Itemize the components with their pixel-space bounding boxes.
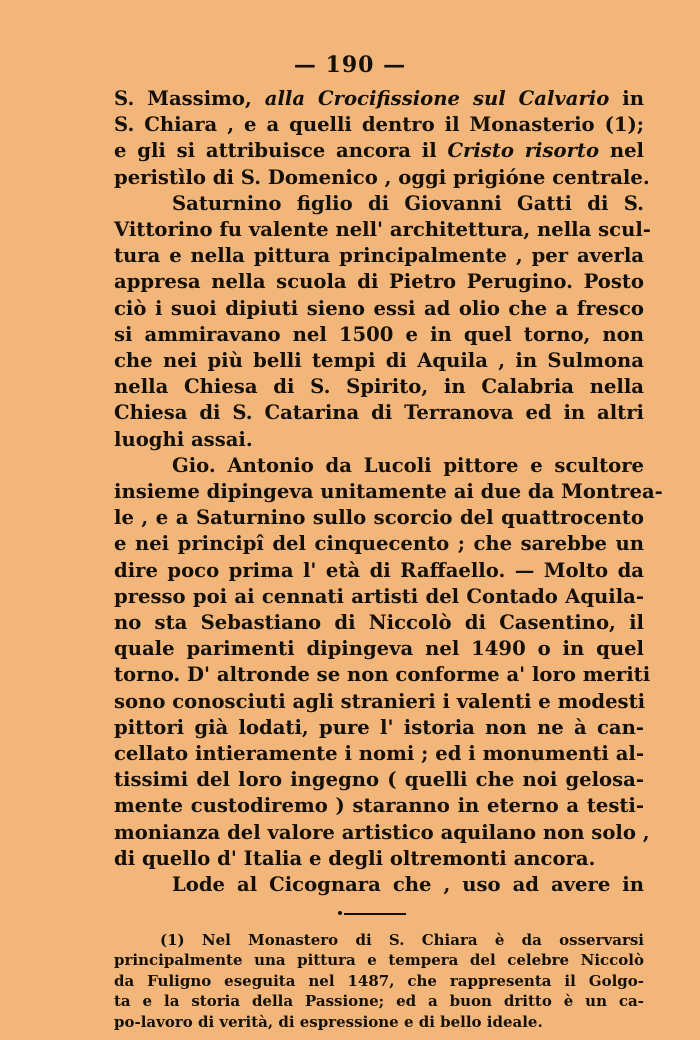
text-line: presso poi ai cennati artisti del Contado Aquila- [114,584,644,608]
footnote-line: po-lavoro di verità, di espressione e di bello ideale. [114,1012,543,1031]
text-line: di quello d' Italia e degli oltremonti ancora. [114,846,596,870]
text-line: torno. D' altronde se non conforme a' loro meriti [114,663,651,687]
text-line: S. Chiara , e a quelli dentro il Monasterio (1); [114,113,644,137]
text-line: cellato intieramente i nomi ; ed i monumenti al- [114,742,644,766]
footnote-separator-rule [344,913,406,915]
footnote [114,930,644,1032]
text-line: no sta Sebastiano di Niccolò di Casentino, il [114,611,644,635]
text-line: e nei principî del cinquecento ; che sarebbe un [114,532,644,556]
text-line: tura e nella pittura principalmente , per averla [114,244,644,268]
text-line: che nei più belli tempi di Aquila , in Sulmona [114,349,644,373]
text-line: Chiesa di S. Catarina di Terranova ed in altri [114,401,644,425]
page-number: — 190 — [293,52,407,78]
body-text [114,86,663,898]
text-line: tissimi del loro ingegno ( quelli che noi gelosa- [114,768,644,792]
footnote-line: ta e la storia della Passione; ed a buon dritto è un ca- [114,992,644,1011]
text-line: nella Chiesa di S. Spirito, in Calabria nella [114,375,644,399]
footnote-mark-dot [338,911,342,915]
text-line: insieme dipingeva unitamente ai due da Montrea- [114,480,663,504]
text-line: le , e a Saturnino sullo scorcio del quattrocento [114,506,644,530]
text-line: pittori già lodati, pure l' istoria non ne à can- [114,715,644,739]
text-line: S. Massimo, alla Crocifissione sul Calvario in [114,87,644,110]
text-line: ciò i suoi dipiuti sieno essi ad olio che a fresco [114,296,644,320]
text-line: Vittorino fu valente nell' architettura, nella scul- [114,218,651,242]
text-line: monianza del valore artistico aquilano non solo , [114,820,650,844]
text-line: peristìlo di S. Domenico , oggi prigióne centrale. [114,165,650,189]
footnote-line: principalmente una pittura e tempera del celebre Niccolò [114,951,644,970]
text-line: mente custodiremo ) staranno in eterno a testi- [114,794,644,818]
paragraph-start-line: Gio. Antonio da Lucoli pittore e scultore [172,453,644,477]
text-line: si ammiravano nel 1500 e in quel torno, non [114,322,644,346]
footnote-line: (1) Nel Monastero di S. Chiara è da osservarsi [160,931,644,949]
paragraph-start-line: Lode al Cicognara che , uso ad avere in [172,873,644,897]
text-line: e gli si attribuisce ancora il Cristo risorto nel [114,139,644,163]
text-line: appresa nella scuola di Pietro Perugino. Posto [114,270,644,294]
text-line: sono conosciuti agli stranieri i valenti e modesti [114,689,646,713]
footnote-line: da Fuligno eseguita nel 1487, che rappresenta il Golgo- [114,971,644,990]
paragraph-start-line: Saturnino figlio di Giovanni Gatti di S. [172,191,644,215]
text-line: dire poco prima l' età di Raffaello. — Molto da [114,558,644,582]
text-line: quale parimenti dipingeva nel 1490 o in quel [114,637,644,661]
text-line: luoghi assai. [114,427,253,451]
